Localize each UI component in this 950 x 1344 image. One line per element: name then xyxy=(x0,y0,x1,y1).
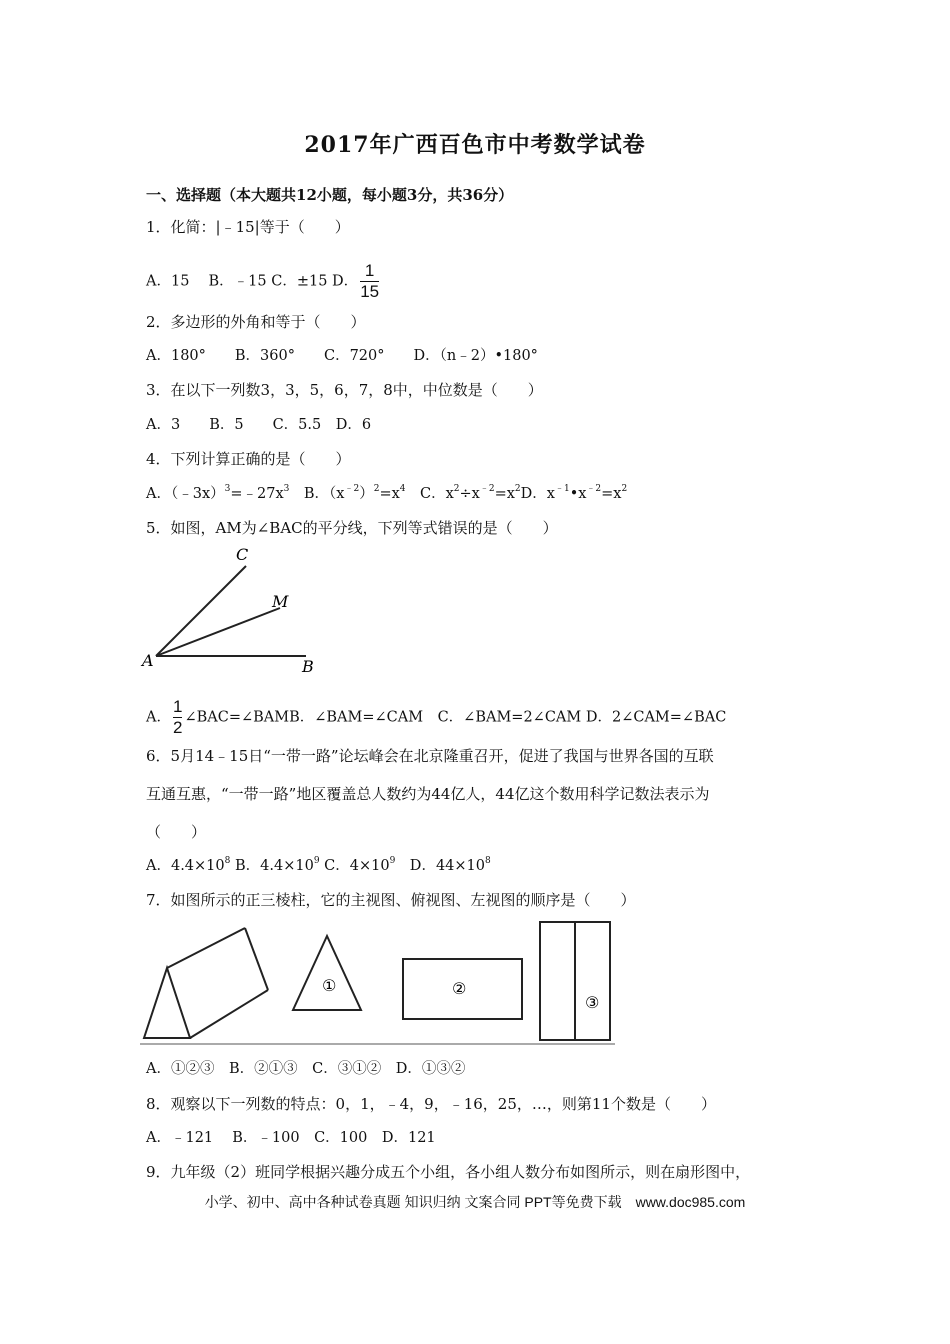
q4-c-sup: 2 xyxy=(453,484,460,494)
q4-a-rest: =﹣27x xyxy=(230,486,284,502)
q4-b-rest: ） xyxy=(359,486,374,502)
q4-options xyxy=(146,484,627,504)
q6-d-sup: 8 xyxy=(485,856,491,866)
q4-a: A．（﹣3x） xyxy=(146,486,225,502)
q9-stem: 9．九年级（2）班同学根据兴趣分成五个小组，各小组人数分布如图所示，则在扇形图中， xyxy=(146,1163,751,1181)
q5-frac-den: 2 xyxy=(172,718,183,737)
q7-options: A．①②③ B．②①③ C．③①② D．①③② xyxy=(146,1061,466,1077)
q4-d-rest: •x xyxy=(569,486,587,502)
q6-options xyxy=(146,856,491,876)
q3-stem: 3．在以下一列数3，3，5，6，7，8中，中位数是（ ） xyxy=(146,381,543,399)
view-triangle xyxy=(293,936,361,1010)
q4-c-rest: ÷x xyxy=(459,486,480,502)
q3-options: A．3 B．5 C．5.5 D．6 xyxy=(146,417,372,433)
ray-am xyxy=(156,608,280,656)
q6-a-sup: 8 xyxy=(224,856,231,866)
q1-fraction xyxy=(360,262,379,301)
q4-b-sup: ﹣2 xyxy=(344,484,360,494)
label-three: ③ xyxy=(585,993,600,1012)
q4-c-sup2: ﹣2 xyxy=(479,484,495,494)
q4-c-rest2: =x xyxy=(494,486,515,502)
label-two: ② xyxy=(452,979,467,998)
q5-options-text: ∠BAC=∠BAMB．∠BAM=∠CAM C．∠BAM=2∠CAM D．2∠CAM=∠BAC xyxy=(184,709,727,726)
q5-fraction xyxy=(173,698,182,737)
q6-c: C．4×10 xyxy=(319,858,390,874)
q4-d-sup3: 2 xyxy=(621,484,628,494)
q8-options: A．﹣121 B．﹣100 C．100 D．121 xyxy=(146,1130,436,1146)
q1-options xyxy=(146,262,381,301)
q2-options: A．180° B．360° C．720° D．（n﹣2）•180° xyxy=(146,348,538,364)
q6-b: B．4.4×10 xyxy=(230,858,314,874)
q6-line1: 6．5月14﹣15日“一带一路”论坛峰会在北京隆重召开，促进了我国与世界各国的互联 xyxy=(146,747,714,765)
q6-line2: 互通互惠，“一带一路”地区覆盖总人数约为44亿人，44亿这个数用科学记数法表示为 xyxy=(146,785,710,803)
label-c: C xyxy=(236,545,249,564)
angle-figure xyxy=(140,540,340,680)
q6-b-sup: 9 xyxy=(313,856,320,866)
q7-stem: 7．如图所示的正三棱柱，它的主视图、俯视图、左视图的顺序是（ ） xyxy=(146,891,636,909)
q4-a-sup2: 3 xyxy=(283,484,290,494)
q4-c: C．x xyxy=(405,486,454,502)
q5-prefix: A． xyxy=(146,709,171,726)
page-title: 2017年广西百色市中考数学试卷 xyxy=(304,132,646,158)
q1-frac-den: 15 xyxy=(360,282,380,301)
q4-d: D．x xyxy=(520,486,555,502)
q4-b: B．（x xyxy=(289,486,345,502)
q8-stem: 8．观察以下一列数的特点：0，1，﹣4，9，﹣16，25，…，则第11个数是（ ） xyxy=(146,1095,716,1113)
prism-figure xyxy=(140,918,620,1048)
ray-ac xyxy=(156,566,246,656)
q4-stem: 4．下列计算正确的是（ ） xyxy=(146,450,351,468)
label-a: A xyxy=(142,651,154,670)
q4-d-sup2: ﹣2 xyxy=(586,484,602,494)
label-b: B xyxy=(302,657,314,676)
q4-b-rest2: =x xyxy=(379,486,400,502)
q1-options-text: A．15 B．﹣15 C．±15 D． xyxy=(146,273,359,290)
q4-b-sup2: 2 xyxy=(373,484,380,494)
q6-a: A．4.4×10 xyxy=(146,858,225,874)
q4-c-sup3: 2 xyxy=(514,484,521,494)
page-footer: 小学、初中、高中各种试卷真题 知识归纳 文案合同 PPT等免费下载 www.doc985.com xyxy=(204,1194,746,1210)
q4-d-sup: ﹣1 xyxy=(554,484,570,494)
q2-stem: 2．多边形的外角和等于（ ） xyxy=(146,313,366,331)
q4-a-sup: 3 xyxy=(224,484,231,494)
q6-c-sup: 9 xyxy=(389,856,396,866)
q1-stem: 1．化简：|﹣15|等于（ ） xyxy=(146,218,350,236)
q5-stem: 5．如图，AM为∠BAC的平分线，下列等式错误的是（ ） xyxy=(146,519,558,537)
q6-line3: （ ） xyxy=(146,823,207,841)
q5-frac-num: 1 xyxy=(172,697,183,716)
q6-d: D．44×10 xyxy=(395,858,485,874)
q5-options xyxy=(146,698,726,737)
triangular-prism xyxy=(144,928,268,1038)
section-heading: 一、选择题（本大题共12小题，每小题3分，共36分） xyxy=(146,186,514,204)
label-one: ① xyxy=(322,976,337,995)
q4-b-sup3: 4 xyxy=(399,484,406,494)
q1-frac-num: 1 xyxy=(364,261,375,280)
q4-d-rest2: =x xyxy=(601,486,622,502)
label-m: M xyxy=(272,592,289,611)
